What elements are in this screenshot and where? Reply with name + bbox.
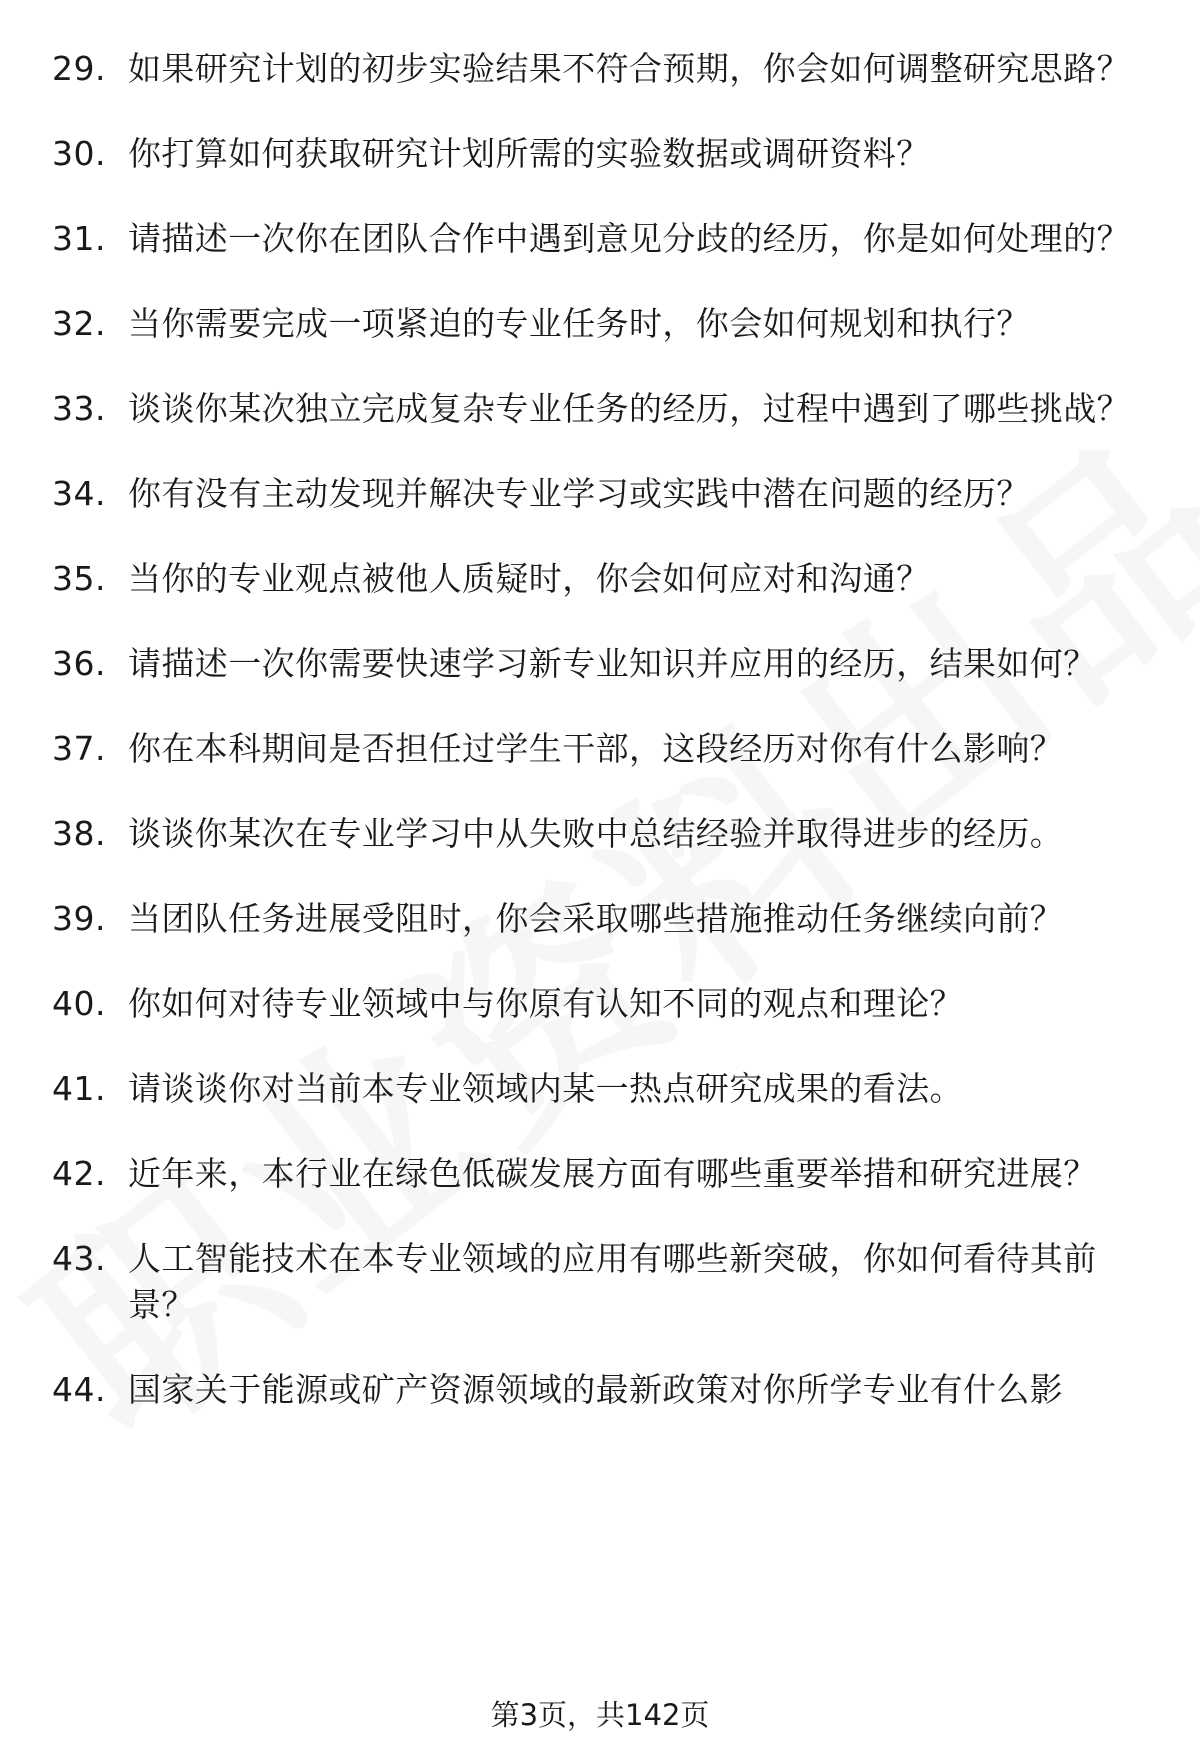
question-number: 37. [52, 729, 106, 768]
question-item [0, 981, 1200, 1027]
question-number: 29. [52, 49, 106, 88]
question-item [0, 471, 1200, 517]
question-number: 42. [52, 1154, 106, 1193]
question-text: 请描述一次你在团队合作中遇到意见分歧的经历，你是如何处理的？ [128, 219, 1130, 258]
question-number: 44. [52, 1370, 106, 1409]
question-item [0, 896, 1200, 942]
question-text: 你打算如何获取研究计划所需的实验数据或调研资料？ [128, 134, 930, 173]
question-text: 你有没有主动发现并解决专业学习或实践中潜在问题的经历？ [128, 474, 1030, 513]
question-text: 如果研究计划的初步实验结果不符合预期，你会如何调整研究思路？ [128, 49, 1130, 88]
question-item [0, 1066, 1200, 1112]
question-text: 你在本科期间是否担任过学生干部，这段经历对你有什么影响？ [128, 729, 1064, 768]
question-item [0, 556, 1200, 602]
question-text: 谈谈你某次独立完成复杂专业任务的经历，过程中遇到了哪些挑战？ [128, 389, 1130, 428]
question-number: 36. [52, 644, 106, 683]
question-number: 43. [52, 1239, 106, 1278]
question-list [0, 46, 1200, 1452]
question-item [0, 1151, 1200, 1197]
question-item [0, 1236, 1200, 1328]
question-text: 请谈谈你对当前本专业领域内某一热点研究成果的看法。 [128, 1069, 963, 1108]
question-text: 请描述一次你需要快速学习新专业知识并应用的经历，结果如何？ [128, 644, 1097, 683]
question-item [0, 726, 1200, 772]
question-number: 40. [52, 984, 106, 1023]
question-text: 国家关于能源或矿产资源领域的最新政策对你所学专业有什么影 [128, 1370, 1064, 1409]
question-number: 33. [52, 389, 106, 428]
question-text: 当团队任务进展受阻时，你会采取哪些措施推动任务继续向前？ [128, 899, 1064, 938]
question-number: 32. [52, 304, 106, 343]
question-item [0, 301, 1200, 347]
question-text: 谈谈你某次在专业学习中从失败中总结经验并取得进步的经历。 [128, 814, 1064, 853]
question-number: 38. [52, 814, 106, 853]
question-item [0, 131, 1200, 177]
question-item [0, 46, 1200, 92]
question-number: 30. [52, 134, 106, 173]
question-text: 人工智能技术在本专业领域的应用有哪些新突破，你如何看待其前景？ [128, 1239, 1097, 1324]
question-item [0, 1367, 1200, 1413]
question-number: 31. [52, 219, 106, 258]
question-text: 你如何对待专业领域中与你原有认知不同的观点和理论？ [128, 984, 963, 1023]
question-number: 39. [52, 899, 106, 938]
question-item [0, 811, 1200, 857]
question-item [0, 386, 1200, 432]
question-item [0, 641, 1200, 687]
question-number: 35. [52, 559, 106, 598]
question-number: 34. [52, 474, 106, 513]
question-text: 当你的专业观点被他人质疑时，你会如何应对和沟通？ [128, 559, 930, 598]
question-number: 41. [52, 1069, 106, 1108]
question-text: 近年来，本行业在绿色低碳发展方面有哪些重要举措和研究进展？ [128, 1154, 1097, 1193]
question-item [0, 216, 1200, 262]
page-footer: 第3页，共142页 [490, 1698, 710, 1732]
question-text: 当你需要完成一项紧迫的专业任务时，你会如何规划和执行？ [128, 304, 1030, 343]
